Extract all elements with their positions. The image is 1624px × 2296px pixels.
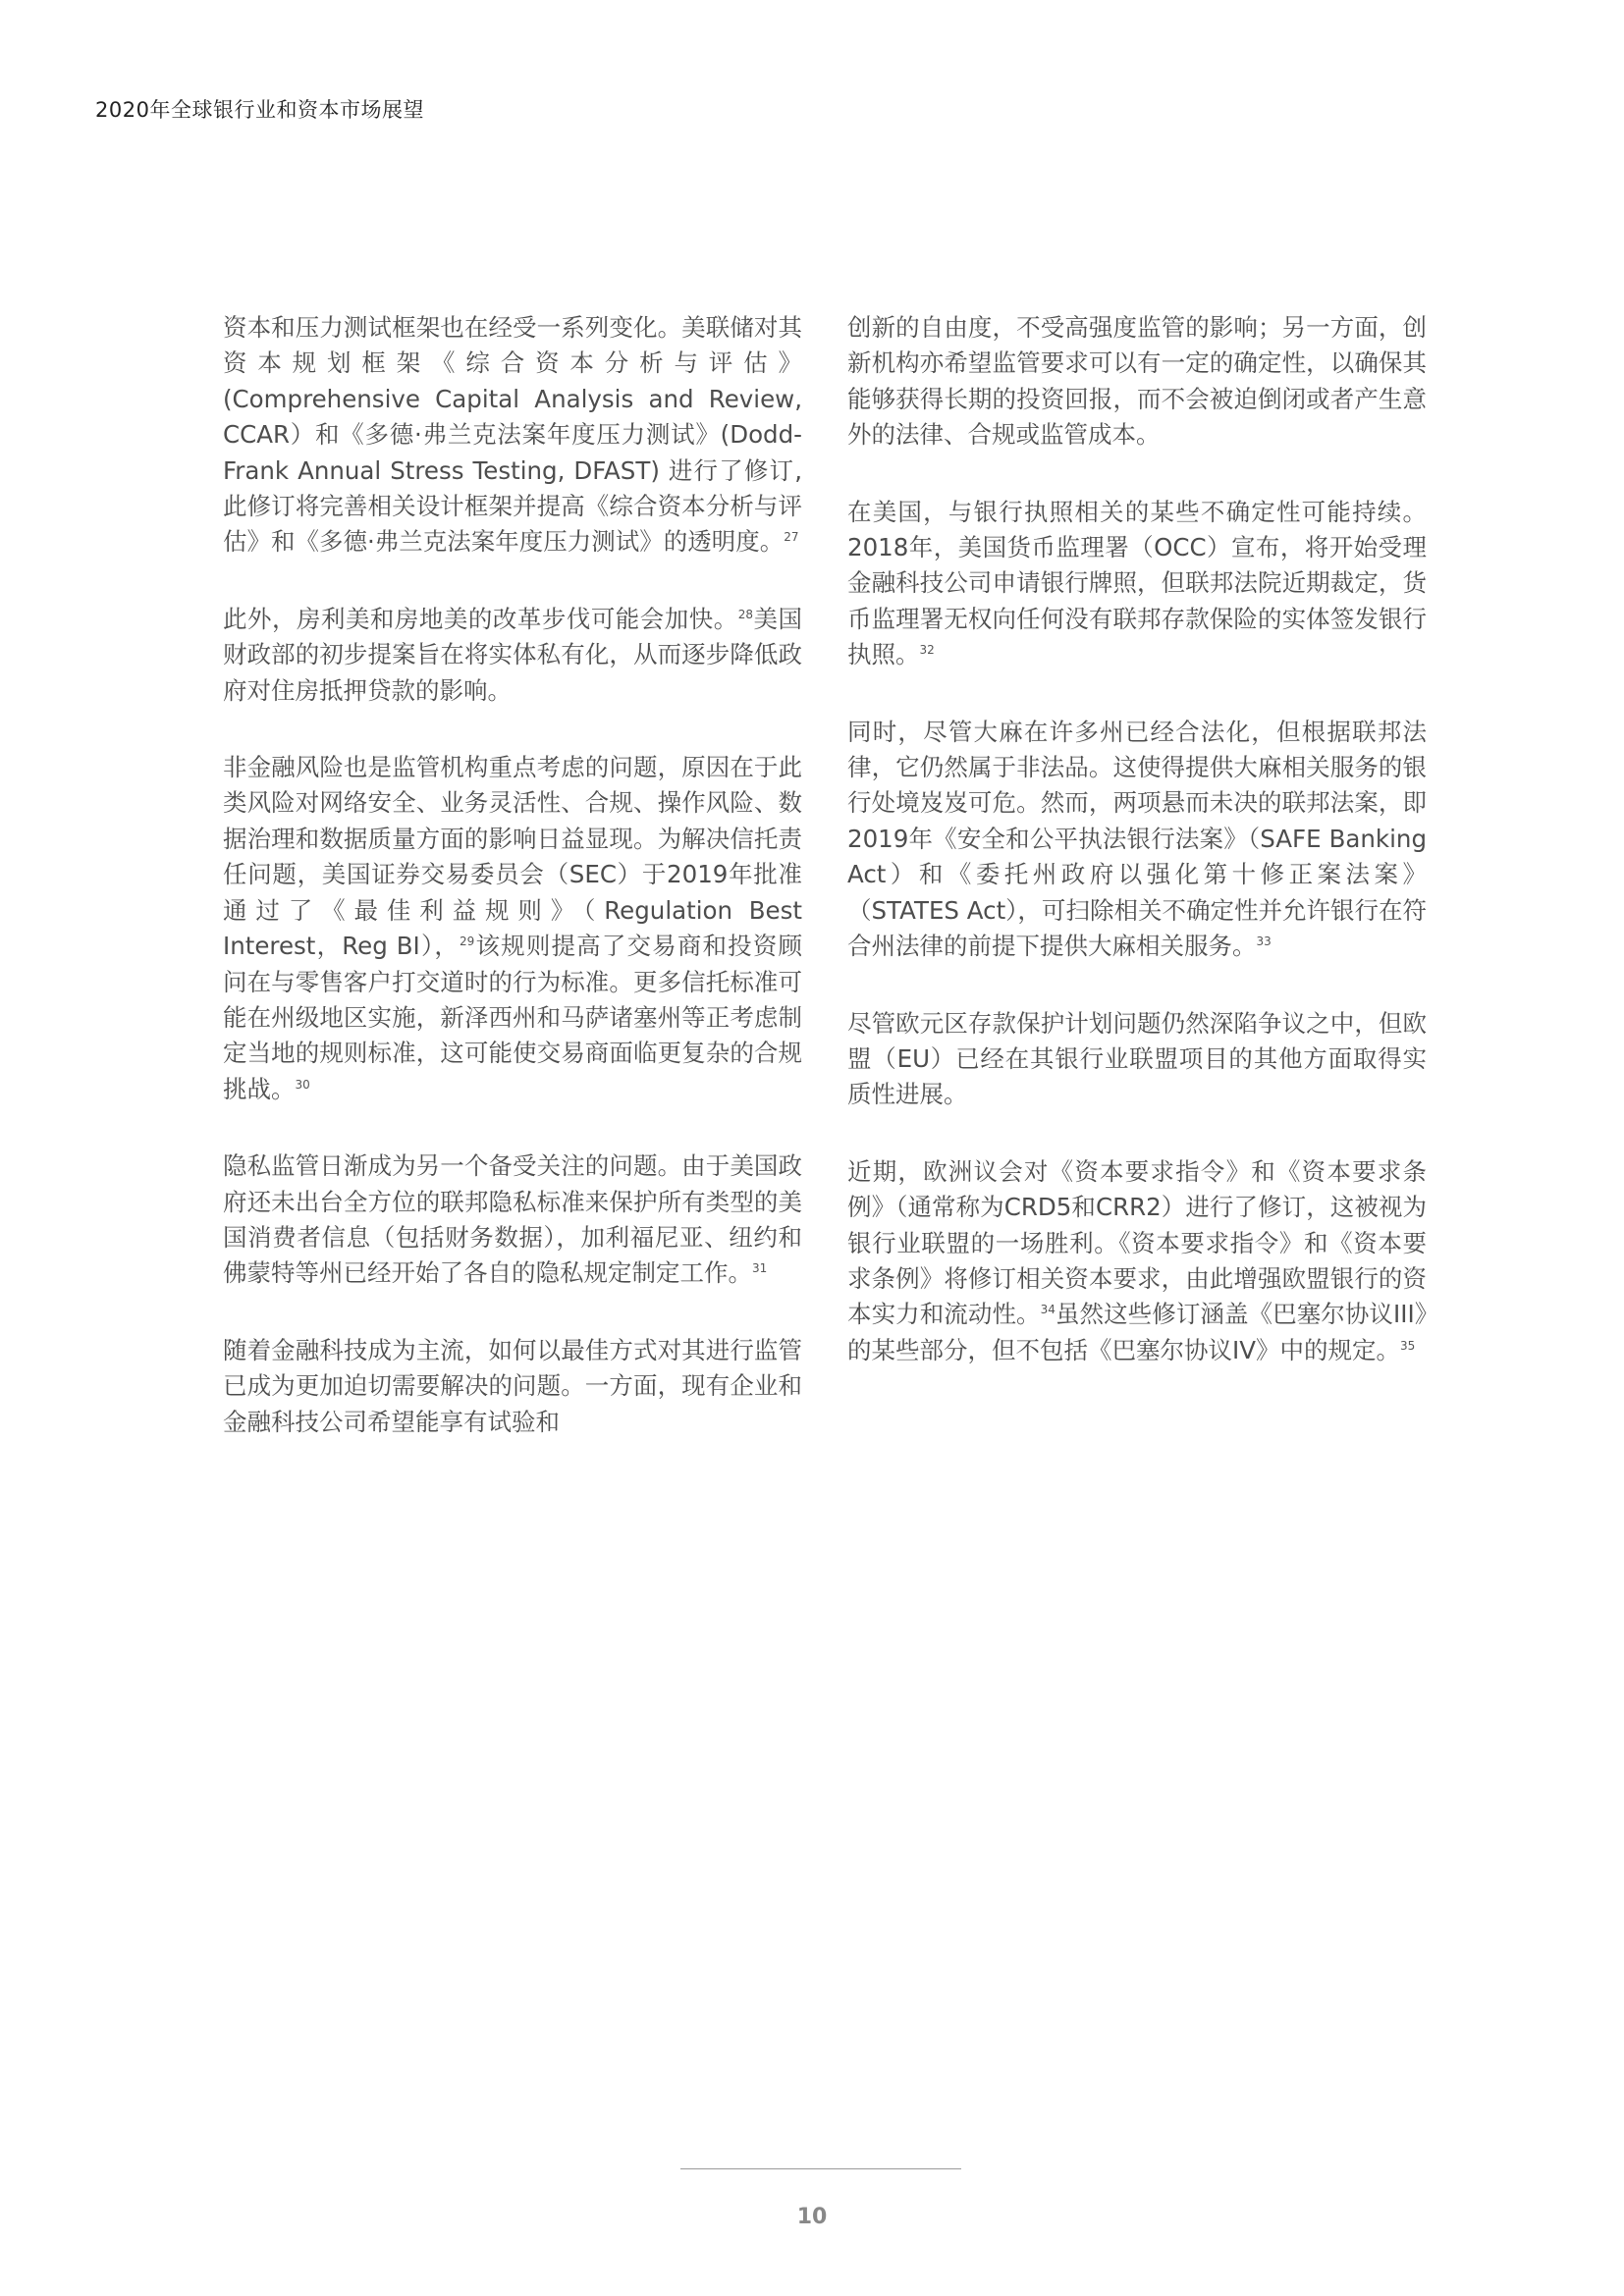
footnote-ref[interactable]: 29 bbox=[460, 934, 475, 948]
footnote-ref[interactable]: 35 bbox=[1399, 1338, 1416, 1353]
footnote-ref[interactable]: 31 bbox=[752, 1261, 768, 1276]
paragraph: 非金融风险也是监管机构重点考虑的问题，原因在于此类风险对网络安全、业务灵活性、合规、操作风险、数据治理和数据质量方面的影响日益显现。为解决信托责任问题，美国证券交易委员会（SEC）于2019年批准通过了《最佳利益规则》（Regulation Best Interest，Reg BI），$^{29}$该规则提高了交易商和投资顾问在与零售客户打交道时的行为标准。更多信托标准可能在州级地区实施，新泽西州和马萨诸塞州等正考虑制定当地的规则标准，这可能使交易商面临更复杂的合规挑战。$^{30}$ bbox=[223, 753, 803, 1103]
paragraph: 资本和压力测试框架也在经受一系列变化。美联储对其资本规划框架《综合资本分析与评估》(Comprehensive Capital Analysis and Review, CCAR）和《多德·弗兰克法案年度压力测试》(Dodd-Frank Annual Stress Testing, DFAST) 进行了修订, 此修订将完善相关设计框架并提高《综合资本分析与评估》和《多德·弗兰克法案年度压力测试》的透明度。$^{27}$ bbox=[223, 313, 802, 557]
footnote-ref[interactable]: 33 bbox=[1256, 934, 1272, 948]
paragraph: 近期，欧洲议会对《资本要求指令》和《资本要求条例》（通常称为CRD5和CRR2）进行了修订，这被视为银行业联盟的一场胜利。《资本要求指令》和《资本要求条例》将修订相关资本要求，由此增强欧盟银行的资本实力和流动性。$^{34}$虽然这些修订涵盖《巴塞尔协议III》的某些部分，但不包括《巴塞尔协议IV》中的规定。$^{35}$ bbox=[847, 1156, 1427, 1364]
paragraph: 创新的自由度，不受高强度监管的影响；另一方面，创新机构亦希望监管要求可以有一定的确定性，以确保其能够获得长期的投资回报，而不会被迫倒闭或者产生意外的法律、合规或监管成本。 bbox=[847, 313, 1427, 450]
footnote-ref[interactable]: 30 bbox=[295, 1077, 310, 1092]
paragraph: 同时，尽管大麻在许多州已经合法化，但根据联邦法律，它仍然属于非法品。这使得提供大麻相关服务的银行处境岌岌可危。然而，两项悬而未决的联邦法案，即2019年《安全和公平执法银行法案》（SAFE Banking Act）和《委托州政府以强化第十修正案法案》（STATES Act），可扫除相关不确定性并允许银行在符合州法律的前提下提供大麻相关服务。$^{33}$ bbox=[847, 717, 1427, 961]
footnote-ref[interactable]: 27 bbox=[784, 530, 799, 545]
footer-divider bbox=[680, 2168, 961, 2169]
running-header: 2020年全球银行业和资本市场展望 bbox=[95, 98, 424, 122]
paragraph: 此外，房利美和房地美的改革步伐可能会加快。$^{28}$美国财政部的初步提案旨在将实体私有化，从而逐步降低政府对住房抵押贷款的影响。 bbox=[223, 604, 803, 705]
footnote-ref[interactable]: 28 bbox=[737, 607, 754, 621]
right-column bbox=[847, 310, 1427, 1410]
paragraph: 隐私监管日渐成为另一个备受关注的问题。由于美国政府还未出台全方位的联邦隐私标准来保护所有类型的美国消费者信息（包括财务数据），加利福尼亚、纽约和佛蒙特等州已经开始了各自的隐私规定制定工作。$^{31}$ bbox=[223, 1151, 802, 1288]
left-column bbox=[223, 310, 802, 1481]
footnote-ref[interactable]: 32 bbox=[919, 643, 935, 658]
footnote-ref[interactable]: 34 bbox=[1040, 1303, 1056, 1317]
paragraph: 在美国，与银行执照相关的某些不确定性可能持续。2018年，美国货币监理署（OCC）宣布，将开始受理金融科技公司申请银行牌照，但联邦法院近期裁定，货币监理署无权向任何没有联邦存款保险的实体签发银行执照。$^{32}$ bbox=[847, 497, 1427, 669]
paragraph: 尽管欧元区存款保护计划问题仍然深陷争议之中，但欧盟（EU）已经在其银行业联盟项目的其他方面取得实质性进展。 bbox=[847, 1008, 1427, 1109]
paragraph: 随着金融科技成为主流，如何以最佳方式对其进行监管已成为更加迫切需要解决的问题。一方面，现有企业和金融科技公司希望能享有试验和 bbox=[223, 1335, 802, 1436]
page-number: 10 bbox=[796, 2205, 828, 2229]
